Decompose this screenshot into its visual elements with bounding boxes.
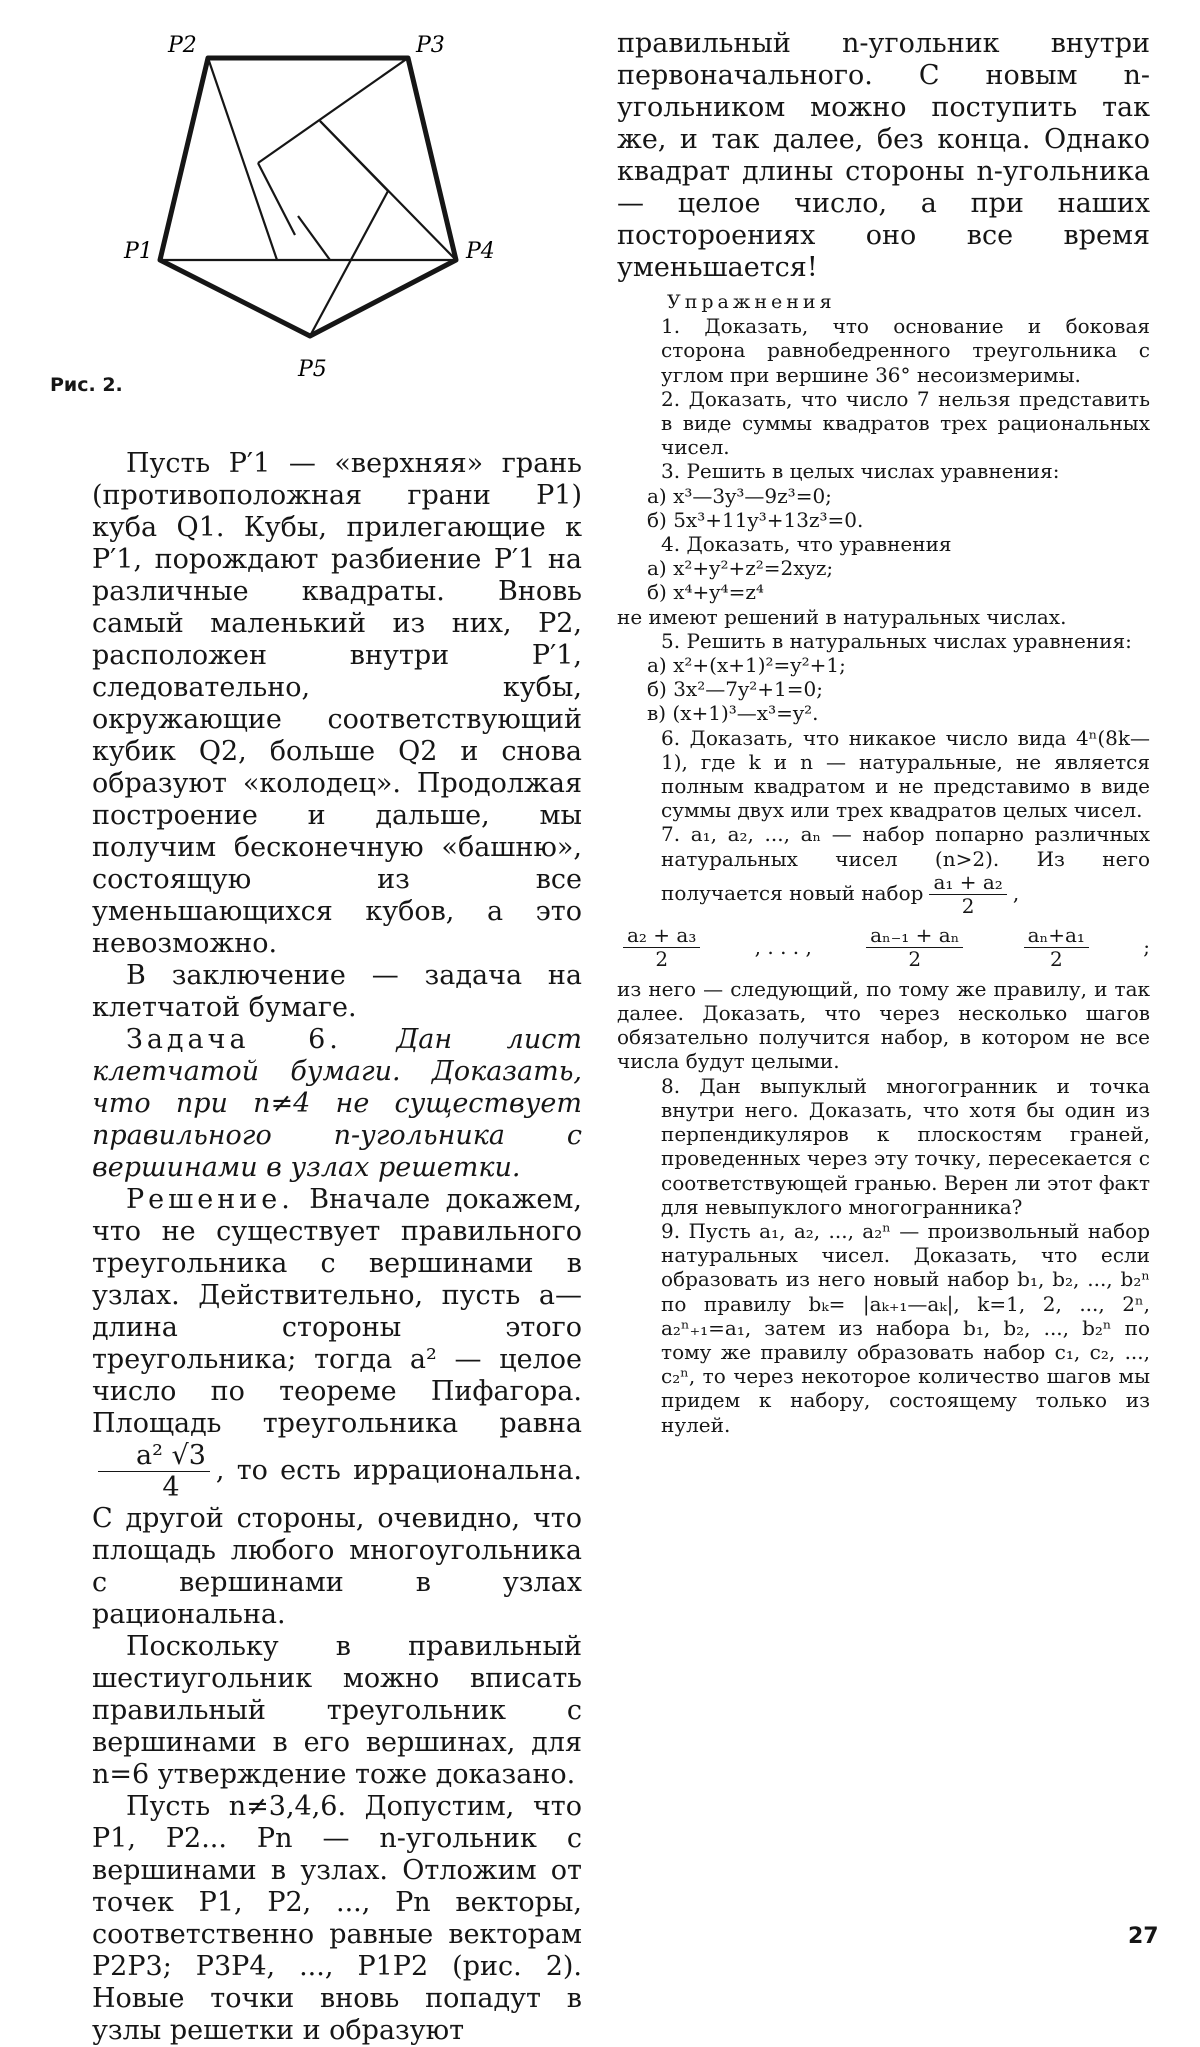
paragraph-general-case: Пусть n≠3,4,6. Допустим, что P1, P2... Pn — n-угольник с вершинами в узлах. Отложим от точек P1, P2, ..., Pn векторы, соответственно равные векторам P2P3; P3P4, ..., P1P2 (рис. 2). Новые точки вновь попадут в узлы решетки и образуют: [92, 1791, 582, 2047]
page-number: 27: [1128, 1924, 1159, 1949]
task-6: [92, 1024, 582, 1184]
exercise-7-text: 7. a₁, a₂, ..., aₙ — набор попарно различных натуральных чисел (n>2). Из него получается новый набор: [661, 822, 1150, 905]
fraction-3-numerator: aₙ₋₁ + aₙ: [866, 924, 963, 948]
fraction-1-numerator: a₁ + a₂: [929, 871, 1006, 895]
paragraph-cubes: Пусть P′1 — «верхняя» грань (противоположная грани P1) куба Q1. Кубы, прилегающие к P′1, порождают разбиение P′1 на различные квадраты. Вновь самый маленький из них, P2, расположен внутри P′1, следовательно, кубы, окружающие соответствующий кубик Q2, больше Q2 и снова образуют «колодец». Продолжая построение и дальше, мы получим бесконечную «башню», состоящую из все уменьшающихся кубов, а это невозможно.: [92, 448, 582, 959]
exercise-7: 7. a₁, a₂, ..., aₙ — набор попарно различных натуральных чисел (n>2). Из него получается новый набор $\frac{\text{a₁ + a₂}}{2}$ ,: [661, 822, 1150, 918]
inner-segment: [298, 216, 330, 260]
paragraph-hexagon: Поскольку в правильный шестиугольник можно вписать правильный треугольник с вершинами в его вершинах, для n=6 утверждение тоже доказано.: [92, 1631, 582, 1791]
exercise-3: 3. Решить в целых числах уравнения:: [661, 459, 1060, 484]
solution-text-1: Вначале докажем, что не существует правильного треугольника с вершинами в узлах. Действительно, пусть a— длина стороны этого треугольника; тогда a² — целое число по теореме Пифагора. Площадь треугольника равна: [92, 1184, 582, 1439]
exercise-4: 4. Доказать, что уравнения: [661, 532, 952, 557]
right-column-top: [617, 28, 1150, 284]
solution-label: Решение.: [126, 1184, 294, 1215]
task-label: Задача 6.: [126, 1024, 342, 1055]
solution-text-2: , то есть иррациональна. С другой стороны, очевидно, что площадь любого многоугольника с вершинами в узлах рациональна.: [92, 1455, 582, 1631]
inner-segment: [208, 58, 277, 260]
exercise-7-fraction-row: [617, 918, 1150, 977]
exercise-1: 1. Доказать, что основание и боковая сторона равнобедренного треугольника с углом при вершине 36° несоизмеримы.: [661, 314, 1150, 387]
fraction-row-semicolon: ;: [1143, 935, 1150, 960]
pentagon-diagram: [20, 18, 590, 418]
exercise-4a: а) x²+y²+z²=2xyz;: [647, 556, 834, 581]
vertex-label-p4: P4: [466, 239, 495, 264]
vertex-label-p3: P3: [416, 33, 445, 58]
inner-segment: [258, 163, 295, 235]
paragraph-conclusion: В заключение — задача на клетчатой бумаге.: [92, 960, 582, 1023]
inner-segment: [320, 121, 388, 191]
fraction-3-denominator: 2: [908, 946, 922, 971]
exercises-heading: Упражнения: [667, 291, 836, 313]
task-text: Дан лист клетчатой бумаги. Доказать, что при n≠4 не существует правильного n-угольника с вершинами в узлах решетки.: [92, 1024, 582, 1183]
vertex-label-p1: P1: [124, 239, 153, 264]
vertex-label-p2: P2: [168, 33, 197, 58]
figure-caption: Рис. 2.: [50, 374, 123, 396]
exercise-5c: в) (x+1)³—x³=y².: [647, 701, 819, 726]
area-fraction: [98, 1440, 210, 1503]
exercise-3b: б) 5x³+11y³+13z³=0.: [647, 507, 864, 532]
paragraph-continuation: правильный n-угольник внутри первоначального. С новым n-угольником можно поступить так же, и так далее, без конца. Однако квадрат длины стороны n-угольника — целое число, а при наших постороениях оно все время уменьшается!: [617, 28, 1150, 283]
left-column: [92, 448, 582, 2047]
fraction-4-denominator: 2: [1049, 946, 1063, 971]
exercises-section: [617, 290, 1150, 1437]
fraction-1-denominator: 2: [961, 893, 975, 918]
fraction-4-numerator: aₙ+a₁: [1024, 924, 1089, 948]
pentagon-figure: [20, 18, 590, 418]
area-fraction-denominator: 4: [162, 1472, 180, 1504]
exercise-7-continuation: из него — следующий, по тому же правилу, и так далее. Доказать, что через несколько шагов обязательно получится набор, в котором не все числа будут целыми.: [617, 976, 1150, 1074]
exercise-3a: а) x³—3y³—9z³=0;: [647, 483, 832, 508]
fraction-2-denominator: 2: [655, 946, 669, 971]
exercise-2: 2. Доказать, что число 7 нельзя представить в виде суммы квадратов трех рациональных чисел.: [661, 386, 1150, 460]
exercise-8: 8. Дан выпуклый многогранник и точка внутри него. Доказать, что хотя бы один из перпендикуляров к плоскостям граней, проведенных через эту точку, пересекается с соответствующей гранью. Верен ли этот факт для невыпуклого многогранника?: [661, 1073, 1151, 1219]
exercise-4-note: не имеют решений в натуральных числах.: [617, 604, 1067, 629]
fraction-4: [1024, 924, 1089, 971]
exercise-5a: а) x²+(x+1)²=y²+1;: [647, 653, 846, 678]
exercise-5: 5. Решить в натуральных числах уравнения:: [661, 628, 1132, 653]
fraction-2-numerator: a₂ + a₃: [623, 924, 700, 948]
pentagon-outline: [160, 58, 456, 336]
fraction-3: [866, 924, 963, 971]
fraction-ellipsis: , . . . ,: [754, 935, 812, 960]
solution-paragraph: [92, 1184, 582, 1631]
exercise-4b: б) x⁴+y⁴=z⁴: [647, 580, 764, 605]
exercise-6: 6. Доказать, что никакое число вида 4ⁿ(8k—1), где k и n — натуральные, не является полным квадратом и не представимо в виде суммы двух или трех квадратов целых чисел.: [661, 725, 1150, 823]
area-fraction-numerator: a² √3: [98, 1440, 210, 1472]
fraction-1: [929, 871, 1006, 918]
exercise-5b: б) 3x²—7y²+1=0;: [647, 677, 823, 702]
inner-segment: [258, 58, 408, 163]
fraction-2: [623, 924, 700, 971]
vertex-label-p5: P5: [298, 357, 327, 382]
exercise-9: 9. Пусть a₁, a₂, ..., a₂ⁿ — произвольный набор натуральных чисел. Доказать, что если образовать из него новый набор b₁, b₂, ..., b₂ⁿ по правилу bₖ= |aₖ₊₁—aₖ|, k=1, 2, ..., 2ⁿ, a₂ⁿ₊₁=a₁, затем из набора b₁, b₂, ..., b₂ⁿ по тому же правилу образовать набор c₁, c₂, ..., c₂ⁿ, то через некоторое количество шагов мы придем к набору, состоящему только из нулей.: [661, 1218, 1150, 1437]
